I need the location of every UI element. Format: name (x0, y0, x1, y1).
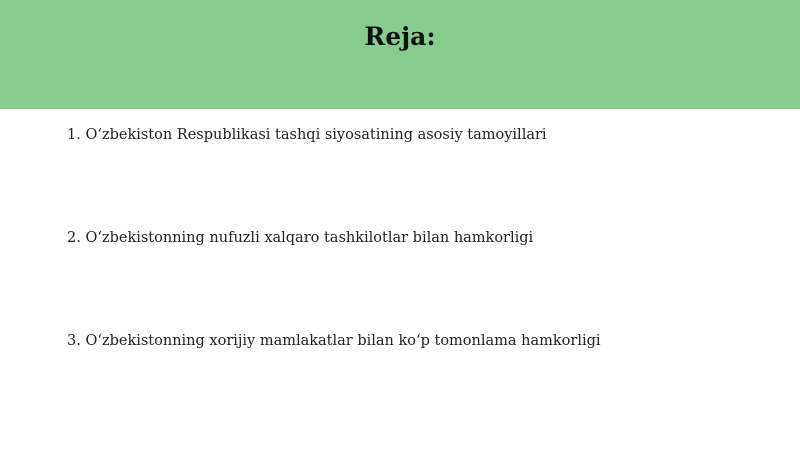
plan-item-3: 3. O‘zbekistonning xorijiy mamlakatlar bilan ko‘p tomonlama hamkorligi (67, 333, 601, 349)
plan-item-2: 2. O‘zbekistonning nufuzli xalqaro tashkilotlar bilan hamkorligi (67, 230, 534, 246)
slide-title: Reja: (364, 22, 436, 51)
plan-item-1: 1. O‘zbekiston Respublikasi tashqi siyosatining asosiy tamoyillari (67, 127, 547, 143)
